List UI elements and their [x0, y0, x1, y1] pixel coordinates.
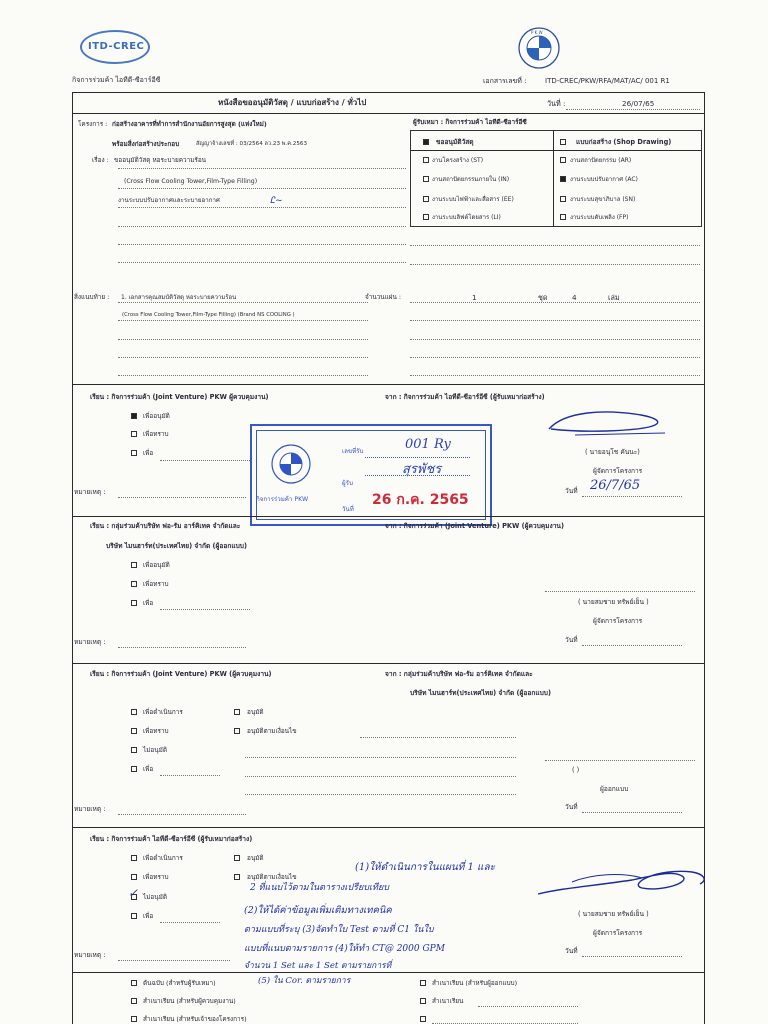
company-name: กิจการร่วมค้า ไอทีดี-ซีอาร์อีซี — [72, 76, 161, 84]
footer-copy-other-label: สำเนาเรียน — [432, 997, 464, 1005]
s2-opt-inform-label: เพื่อทราบ — [143, 580, 169, 588]
s2-signer: ( นายสมชาย ทรัพย์เย็น ) — [578, 598, 649, 606]
attach-line2: (Cross Flow Cooling Tower,Film-Type Filling) (Brand NS COOLING ) — [122, 312, 295, 318]
s4-opt-proceed-label: เพื่อดำเนินการ — [143, 854, 183, 862]
s4-hw-line5: แบบที่แนบตามรายการ (4)ให้ทำ CT@ 2000 GPM — [244, 944, 445, 954]
s2-date-label: วันที่ — [565, 636, 578, 644]
s1-opt-other[interactable] — [131, 450, 137, 456]
s4-remark: หมายเหตุ : — [74, 951, 106, 959]
subject-line3: งานระบบปรับอากาศและระบายอากาศ — [118, 197, 220, 204]
footer-copy-supervisor[interactable] — [131, 998, 137, 1004]
checkbox-fp[interactable] — [560, 214, 566, 220]
s2-opt-approve[interactable] — [131, 562, 137, 568]
footer-copy-designer-label: สำเนาเรียน (สำหรับผู้ออกแบบ) — [432, 979, 518, 987]
footer-copy-designer[interactable] — [420, 980, 426, 986]
s4-hw-line2: 2 ที่แนบไว้ตามในตารางเปรียบเทียบ — [250, 883, 389, 893]
stamp-recv-no-hw: 001 Ry — [405, 437, 451, 452]
doc-no: ITD-CREC/PKW/RFA/MAT/AC/ 001 R1 — [545, 77, 670, 85]
checkbox-ee[interactable] — [423, 196, 429, 202]
s4-opt-approved[interactable] — [234, 855, 240, 861]
s1-signer: ( นายอนุโช คันนะ) — [585, 448, 640, 456]
footer-copy-other[interactable] — [420, 998, 426, 1004]
stamp-receiver-hw: สุรพัชร — [402, 462, 442, 477]
s4-opt-inform[interactable] — [131, 874, 137, 880]
project-line2: พร้อมสิ่งก่อสร้างประกอบ — [112, 140, 180, 148]
s4-opt-approved-label: อนุมัติ — [247, 854, 264, 862]
checkbox-li[interactable] — [423, 214, 429, 220]
s3-opt-reject-label: ไม่อนุมัติ — [143, 746, 167, 754]
s2-opt-inform[interactable] — [131, 581, 137, 587]
footer-copy-owner-label: สำเนาเรียน (สำหรับเจ้าของโครงการ) — [143, 1015, 247, 1023]
checkbox-ac[interactable] — [560, 176, 566, 182]
s4-hw-line3: (2)ให้ได้ค่าข้อมูลเพิ่มเติมทางเทคนิค — [244, 905, 392, 916]
s3-opt-other-label: เพื่อ — [143, 765, 154, 773]
s1-opt-other-label: เพื่อ — [143, 449, 154, 457]
s3-opt-inform-label: เพื่อทราบ — [143, 727, 169, 735]
cat-material: ขออนุมัติวัสดุ — [436, 138, 474, 146]
stamp-recv-no-label: เลขที่รับ — [342, 448, 364, 455]
footer-original-label: ต้นฉบับ (สำหรับผู้รับเหมา) — [143, 979, 216, 987]
checkbox-shop-drawing[interactable] — [560, 139, 566, 145]
receiver: ผู้รับเหมา : กิจการร่วมค้า ไอทีดี-ซีอาร์อีซี — [413, 118, 527, 126]
s4-signature — [532, 858, 712, 906]
s3-to: เรียน : กิจการร่วมค้า (Joint Venture) PKW (ผู้ควบคุมงาน) — [90, 670, 272, 678]
stamp-org: กิจการร่วมค้า PKW — [256, 496, 309, 503]
s4-role: ผู้จัดการโครงการ — [593, 929, 643, 937]
s4-date-label: วันที่ — [565, 947, 578, 955]
checkbox-in[interactable] — [423, 176, 429, 182]
s3-opt-approved[interactable] — [234, 709, 240, 715]
s3-opt-inform[interactable] — [131, 728, 137, 734]
s1-to: เรียน : กิจการร่วมค้า (Joint Venture) PKW ผู้ควบคุมงาน) — [90, 393, 269, 401]
s1-opt-inform-label: เพื่อทราบ — [143, 430, 169, 438]
s4-opt-inform-label: เพื่อทราบ — [143, 873, 169, 881]
checkbox-st[interactable] — [423, 157, 429, 163]
footer-copy-supervisor-label: สำเนาเรียน (สำหรับผู้ควบคุมงาน) — [143, 997, 236, 1005]
footer-copy-owner[interactable] — [131, 1016, 137, 1022]
s2-opt-approve-label: เพื่ออนุมัติ — [143, 561, 170, 569]
s4-opt-proceed[interactable] — [131, 855, 137, 861]
cat-st: งานโครงสร้าง (ST) — [432, 157, 484, 164]
s4-to: เรียน : กิจการร่วมค้า ไอทีดี-ซีอาร์อีซี (ผู้รับเหมาก่อสร้าง) — [90, 835, 253, 843]
s3-opt-proceed-label: เพื่อดำเนินการ — [143, 708, 183, 716]
checkbox-sn[interactable] — [560, 196, 566, 202]
s4-hw-line7: (5) ใน Cor. ตามรายการ — [258, 976, 351, 986]
s2-to2: บริษัท ไมนฮาร์ท(ประเทศไทย) จำกัด (ผู้ออกแบบ) — [106, 542, 247, 550]
cat-sn: งานระบบสุขาภิบาล (SN) — [570, 196, 636, 203]
form-date: 26/07/65 — [622, 99, 655, 108]
qty-label: จำนวนแผ่น : — [365, 293, 402, 301]
s1-signature — [545, 405, 675, 441]
s1-remark: หมายเหตุ : — [74, 488, 106, 496]
s2-role: ผู้จัดการโครงการ — [593, 617, 643, 625]
s3-opt-proceed[interactable] — [131, 709, 137, 715]
handwriting-initials: Ꮭ~ — [270, 196, 283, 206]
attach-line1: 1. เอกสารคุณสมบัติวัสดุ หอระบายความร้อน — [121, 294, 237, 301]
cat-shop-drawing: แบบก่อสร้าง (Shop Drawing) — [576, 138, 672, 146]
s1-date-label: วันที่ — [565, 487, 578, 495]
s3-from2: บริษัท ไมนฮาร์ท(ประเทศไทย) จำกัด (ผู้ออกแบบ) — [410, 689, 551, 697]
project-line1: ก่อสร้างอาคารที่ทำการสำนักงานอัยการสูงสุด (แห่งใหม่) — [112, 120, 267, 128]
cat-ar: งานสถาปัตยกรรม (AR) — [570, 157, 632, 164]
s3-remark: หมายเหตุ : — [74, 805, 106, 813]
set-qty: 4 — [572, 293, 577, 302]
stamp-bmw-logo — [271, 444, 311, 484]
s3-signer: ( ) — [572, 766, 580, 774]
s4-opt-conditional-label: อนุมัติตามเงื่อนไข — [247, 873, 297, 881]
attach-label: สิ่งแนบท้าย : — [74, 293, 110, 301]
cat-ac: งานระบบปรับอากาศ (AC) — [570, 176, 638, 183]
s4-hw-line1: (1)ให้ดำเนินการในแผนที่ 1 และ — [355, 862, 495, 873]
set-label: ชุด — [538, 293, 548, 302]
s4-signer: ( นายสมชาย ทรัพย์เย็น ) — [578, 910, 649, 918]
contract-no: สัญญาจ้างเลขที่ : 03/2564 ลว.23 พ.ค.2563 — [196, 141, 308, 147]
logo-text: ITD-CREC — [88, 41, 145, 52]
s3-from1: จาก : กลุ่มร่วมค้าบริษัท ฟอ-รัม อาร์คิเทค จำกัดและ — [385, 670, 533, 678]
s3-opt-conditional-label: อนุมัติตามเงื่อนไข — [247, 727, 297, 735]
s1-opt-inform[interactable] — [131, 431, 137, 437]
s1-date-hw: 26/7/65 — [590, 478, 641, 493]
pkw-letters: P K W — [531, 30, 543, 35]
s2-to1: เรียน : กลุ่มร่วมค้าบริษัท ฟอ-รัม อาร์คิเทค จำกัดและ — [90, 522, 241, 530]
subject-line1: ขออนุมัติวัสดุ หอระบายความร้อน — [114, 156, 207, 164]
subject-label: เรื่อง : — [92, 156, 109, 164]
volume-label: เล่ม — [608, 293, 620, 302]
doc-no-label: เอกสารเลขที่ : — [483, 77, 527, 85]
s4-reject-checkmark: ✓ — [128, 886, 139, 900]
cat-ee: งานระบบไฟฟ้าและสื่อสาร (EE) — [432, 196, 514, 203]
form-title: หนังสือขออนุมัติวัสดุ / แบบก่อสร้าง / ทั่วไป — [218, 98, 367, 107]
s4-opt-other[interactable] — [131, 913, 137, 919]
s1-from: จาก : กิจการร่วมค้า ไอทีดี-ซีอาร์อีซี (ผู้รับเหมาก่อสร้าง) — [385, 393, 545, 401]
cat-fp: งานระบบดับเพลิง (FP) — [570, 214, 629, 221]
s3-opt-conditional[interactable] — [234, 728, 240, 734]
footer-copy-blank[interactable] — [420, 1016, 426, 1022]
s2-opt-other[interactable] — [131, 600, 137, 606]
cat-li: งานระบบลิฟต์โดยสาร (LI) — [432, 214, 501, 221]
qty-value: 1 — [472, 293, 477, 302]
stamp-date: 26 ก.ค. 2565 — [372, 492, 469, 508]
s1-opt-approve[interactable] — [131, 413, 137, 419]
s4-opt-other-label: เพื่อ — [143, 912, 154, 920]
s3-date-label: วันที่ — [565, 803, 578, 811]
stamp-receiver-label: ผู้รับ — [342, 480, 353, 487]
s2-opt-other-label: เพื่อ — [143, 599, 154, 607]
checkbox-ar[interactable] — [560, 157, 566, 163]
project-label: โครงการ : — [78, 120, 108, 128]
s3-opt-other[interactable] — [131, 766, 137, 772]
s2-from: จาก : กิจการร่วมค้า (Joint Venture) PKW (ผู้ควบคุมงาน) — [385, 522, 564, 530]
s4-opt-reject-label: ไม่อนุมัติ — [143, 893, 167, 901]
cat-in: งานสถาปัตยกรรมภายใน (IN) — [432, 176, 510, 183]
s4-opt-conditional[interactable] — [234, 874, 240, 880]
checkbox-material[interactable] — [423, 139, 429, 145]
s3-opt-reject[interactable] — [131, 747, 137, 753]
s3-role: ผู้ออกแบบ — [600, 785, 629, 793]
s4-hw-line4: ตามแบบที่ระบุ (3)จัดทำใบ Test ตามที่ C1 ในใบ — [244, 925, 434, 935]
date-label: วันที่ : — [547, 99, 566, 108]
s1-role: ผู้จัดการโครงการ — [593, 467, 643, 475]
s3-opt-approved-label: อนุมัติ — [247, 708, 264, 716]
subject-line2: (Cross Flow Cooling Tower,Film-Type Filling) — [124, 178, 258, 185]
stamp-date-label: วันที่ — [342, 506, 354, 513]
s4-hw-line6: จำนวน 1 Set และ 1 Set ตามรายการที่ — [244, 961, 392, 971]
itd-crec-logo — [80, 30, 150, 64]
footer-original[interactable] — [131, 980, 137, 986]
s1-opt-approve-label: เพื่ออนุมัติ — [143, 412, 170, 420]
s2-remark: หมายเหตุ : — [74, 638, 106, 646]
